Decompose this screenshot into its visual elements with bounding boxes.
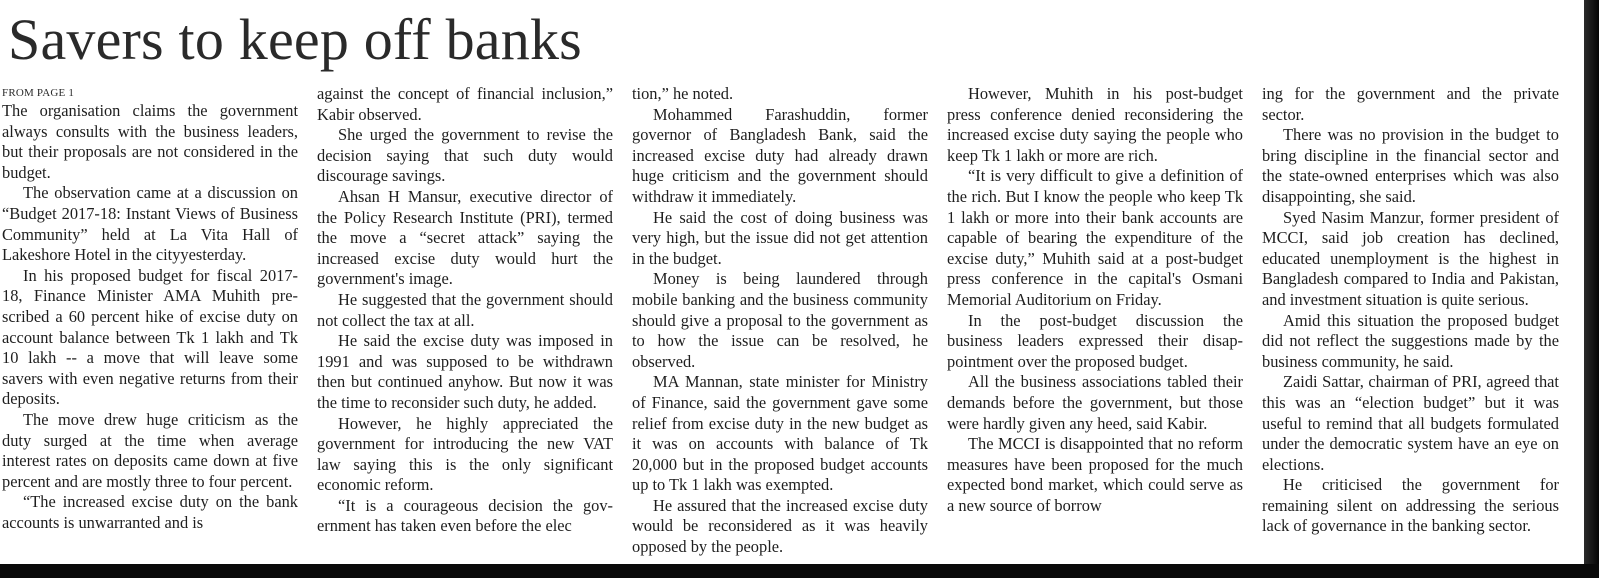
paragraph: ing for the government and the private sector.: [1262, 84, 1559, 124]
paragraph: He assured that the increased excise duty would be reconsidered as it was heavily opposed by the people.: [632, 495, 928, 557]
article-column-1: [2, 84, 298, 564]
paragraph: MA Mannan, state minister for Ministry of Finance, said the government gave some relief from excise duty in the new budget as it was on accounts with balance of Tk 20,000 but in the proposed budget accounts up to Tk 1 lakh was exempted.: [632, 372, 928, 495]
headline: Savers to keep off banks: [8, 7, 582, 72]
article-column-3: [632, 84, 928, 564]
paragraph: He criticised the government for remaining silent on addressing the serious lack of governance in the banking sector.: [1262, 475, 1559, 536]
paragraph: All the business associations tabled their demands before the government, but those were hardly given any heed, said Kabir.: [947, 372, 1243, 433]
article-column-2: [317, 84, 613, 564]
paragraph: against the concept of financial inclusion,” Kabir observed.: [317, 84, 613, 124]
paragraph: The move drew huge criticism as the duty surged at the time when average interest rates on deposits came down at five percent and are mostly three to four percent.: [2, 409, 298, 491]
paragraph: However, Muhith in his post-budget press conference denied reconsidering the increased excise duty saying the people who keep Tk 1 lakh or more are rich.: [947, 84, 1243, 165]
paragraph: The organisation claims the government always consults with the business leaders, but their proposals are not considered in the budget.: [2, 101, 298, 182]
paragraph: He said the cost of doing business was very high, but the issue did not get attention in the budget.: [632, 207, 928, 268]
article-column-4: [947, 84, 1243, 564]
article-column-5: [1262, 84, 1559, 564]
paragraph: Zaidi Sattar, chairman of PRI, agreed that this was an “election budget” but it was useful to remind that all budgets formulated under the democratic system have an eye on elections.: [1262, 372, 1559, 474]
paragraph: He suggested that the government should not collect the tax at all.: [317, 289, 613, 330]
paragraph: Mohammed Farashuddin, former governor of Bangladesh Bank, said the increased excise duty had already drawn huge criticism and the government should withdraw it immediately.: [632, 104, 928, 206]
paragraph: In his proposed budget for fiscal 2017-18, Finance Minister AMA Muhith prescribed a 60 percent hike of excise duty on account balance between Tk 1 lakh and Tk 10 lakh -- a move that will leave some savers with even negative returns from their deposits.: [2, 265, 298, 409]
paragraph: She urged the government to revise the decision saying that such duty would discourage savings.: [317, 125, 613, 186]
paragraph: However, he highly appreciated the government for introducing the new VAT law saying this is the only significant economic reform.: [317, 413, 613, 495]
paragraph: Syed Nasim Manzur, former president of MCCI, said job creation has declined, educated unemployment is the highest in Bangladesh compared to India and Pakistan, and investment situation is quite serious.: [1262, 207, 1559, 309]
paragraph: Money is being laundered through mobile banking and the business community should give a proposal to the government as to how the issue can be resolved, he observed.: [632, 269, 928, 371]
continuation-kicker: FROM PAGE 1: [2, 87, 75, 99]
paragraph: Ahsan H Mansur, executive director of the Policy Research Institute (PRI), termed the move a “secret attack” saying the increased excise duty would hurt the government's image.: [317, 186, 613, 289]
scan-edge-right: [1584, 0, 1599, 578]
paragraph: He said the excise duty was imposed in 1991 and was supposed to be withdrawn then but continued anyhow. But now it was the time to reconsider such duty, he added.: [317, 331, 613, 412]
paragraph: Amid this situation the proposed budget did not reflect the suggestions made by the business community, he said.: [1262, 310, 1559, 371]
paragraph: The MCCI is disappointed that no reform measures have been proposed for the much expected bond market, which could serve as a new source of borrow: [947, 434, 1243, 515]
paragraph: The observation came at a discussion on “Budget 2017-18: Instant Views of Business Community” held at La Vita Hall of Lakeshore Hotel in the cityyesterday.: [2, 183, 298, 265]
paragraph: “It is very difficult to give a definition of the rich. But I know the people who keep Tk 1 lakh or more into their bank accounts are capable of bearing the expenditure of the excise duty,” Muhith said at a post-budget press conference in the capital's Osmani Memorial Auditorium on Friday.: [947, 166, 1243, 309]
paragraph: tion,” he noted.: [632, 84, 734, 103]
scan-edge-bottom: [0, 564, 1599, 578]
paragraph: There was no provision in the budget to bring discipline in the financial sector and the state-owned enterprises which was also disappointing, she said.: [1262, 125, 1559, 206]
paragraph: “It is a courageous decision the government has taken even before the elec: [317, 495, 613, 536]
paragraph: “The increased excise duty on the bank accounts is unwarranted and is: [2, 492, 298, 532]
paragraph: In the post-budget discussion the business leaders expressed their disappointment over the proposed budget.: [947, 310, 1243, 371]
